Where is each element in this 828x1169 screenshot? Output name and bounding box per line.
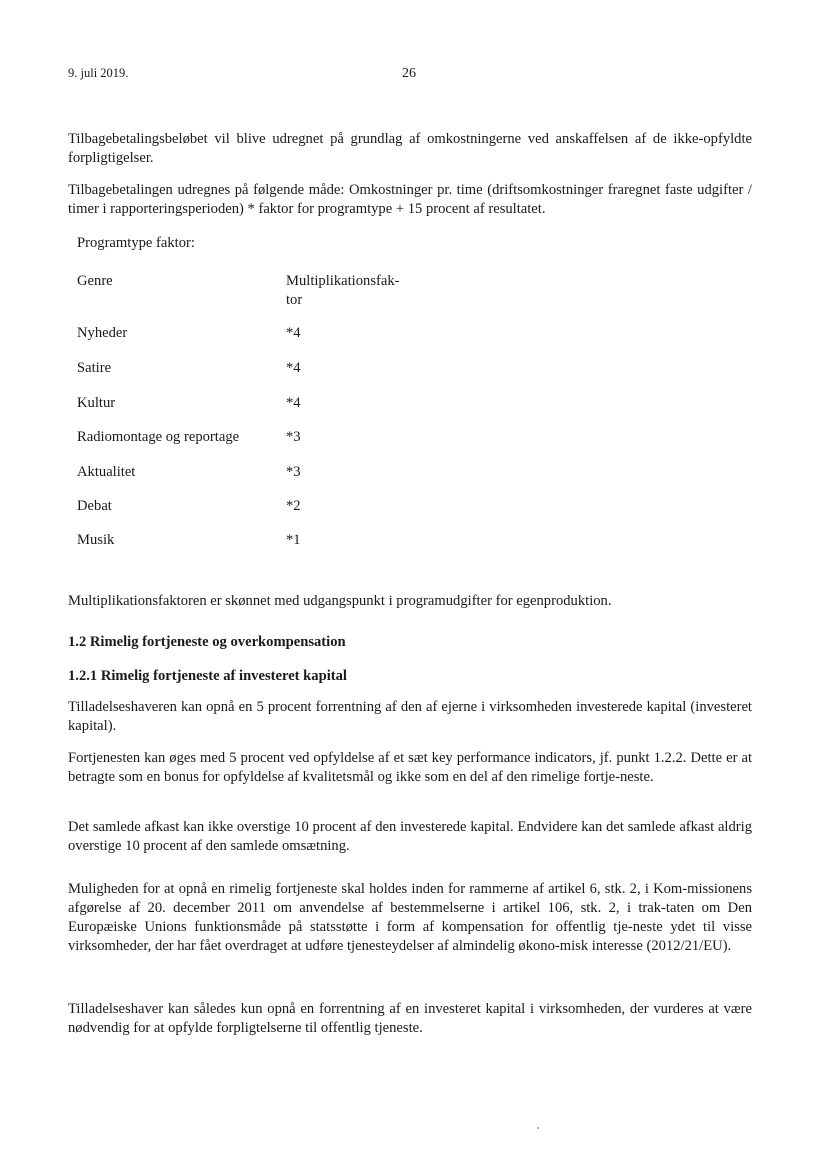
paragraph-repayment-formula: Tilbagebetalingen udregnes på følgende måde: Omkostninger pr. time (driftsomkostninger fraregnet faste udgifter / timer i rapporteringsperioden) * faktor for programtype + 15 procent af resultatet.	[68, 182, 752, 217]
table-row-factor: *3	[286, 464, 301, 480]
table-row-factor: *2	[286, 498, 301, 514]
table-row-genre: Kultur	[77, 395, 116, 411]
paragraph-legal-framework: Muligheden for at opnå en rimelig fortjeneste skal holdes inden for rammerne af artikel 6, stk. 2, i Kom-missionens afgørelse af 20. december 2011 om anvendelse af bestemmelserne i artikel 106, stk. 2, i trak-taten om Den Europæiske Unions funktionsmåde på statsstøtte i form af kompensation for offentlig tje-neste ydet til visse virksomheder, der har fået overdraget at udføre tjenesteydelser af almindelig økono-misk interesse (2012/21/EU).	[68, 881, 752, 954]
paragraph-return-rate: Tilladelseshaveren kan opnå en 5 procent forrentning af den af ejerne i virksomheden investerede kapital (investeret kapital).	[68, 699, 752, 734]
table-header-factor-line1: Multiplikationsfak-	[286, 273, 400, 289]
table-row-factor: *1	[286, 532, 301, 548]
page-number: 26	[402, 66, 416, 81]
table-row-genre: Radiomontage og reportage	[77, 429, 240, 445]
paragraph-repayment-basis: Tilbagebetalingsbeløbet vil blive udregnet på grundlag af omkostningerne ved anskaffelsen af de ikke-opfyldte forpligtigelser.	[68, 131, 752, 166]
header-date: 9. juli 2019.	[68, 66, 129, 80]
table-row-genre: Satire	[77, 360, 112, 376]
table-row-factor: *4	[286, 325, 301, 341]
table-row-factor: *3	[286, 429, 301, 445]
paragraph-factor-note: Multiplikationsfaktoren er skønnet med udgangspunkt i programudgifter for egenproduktion.	[68, 593, 612, 609]
table-title: Programtype faktor:	[77, 235, 195, 251]
table-row-factor: *4	[286, 395, 301, 411]
paragraph-bonus: Fortjenesten kan øges med 5 procent ved opfyldelse af et sæt key performance indicators, jf. punkt 1.2.2. Dette er at betragte som en bonus for opfyldelse af kvalitetsmål og ikke som en del af den rimelige fortje-neste.	[68, 750, 752, 785]
table-header-genre: Genre	[77, 273, 113, 289]
table-row-genre: Nyheder	[77, 325, 128, 341]
paragraph-necessary-capital: Tilladelseshaver kan således kun opnå en forrentning af en investeret kapital i virksomheden, der vurderes at være nødvendig for at opfylde forpligtelserne til offentlig tjeneste.	[68, 1001, 752, 1036]
section-heading-1-2: 1.2 Rimelig fortjeneste og overkompensation	[68, 634, 346, 650]
table-row-genre: Debat	[77, 498, 112, 514]
paragraph-return-cap: Det samlede afkast kan ikke overstige 10 procent af den investerede kapital. Endvidere kan det samlede afkast aldrig overstige 10 procent af den samlede omsætning.	[68, 819, 752, 854]
table-row-genre: Aktualitet	[77, 464, 136, 480]
table-header-factor-line2: tor	[286, 292, 303, 308]
table-row-factor: *4	[286, 360, 301, 376]
table-row-genre: Musik	[77, 532, 115, 548]
scan-speck	[537, 1127, 539, 1129]
section-heading-1-2-1: 1.2.1 Rimelig fortjeneste af investeret kapital	[68, 668, 347, 684]
